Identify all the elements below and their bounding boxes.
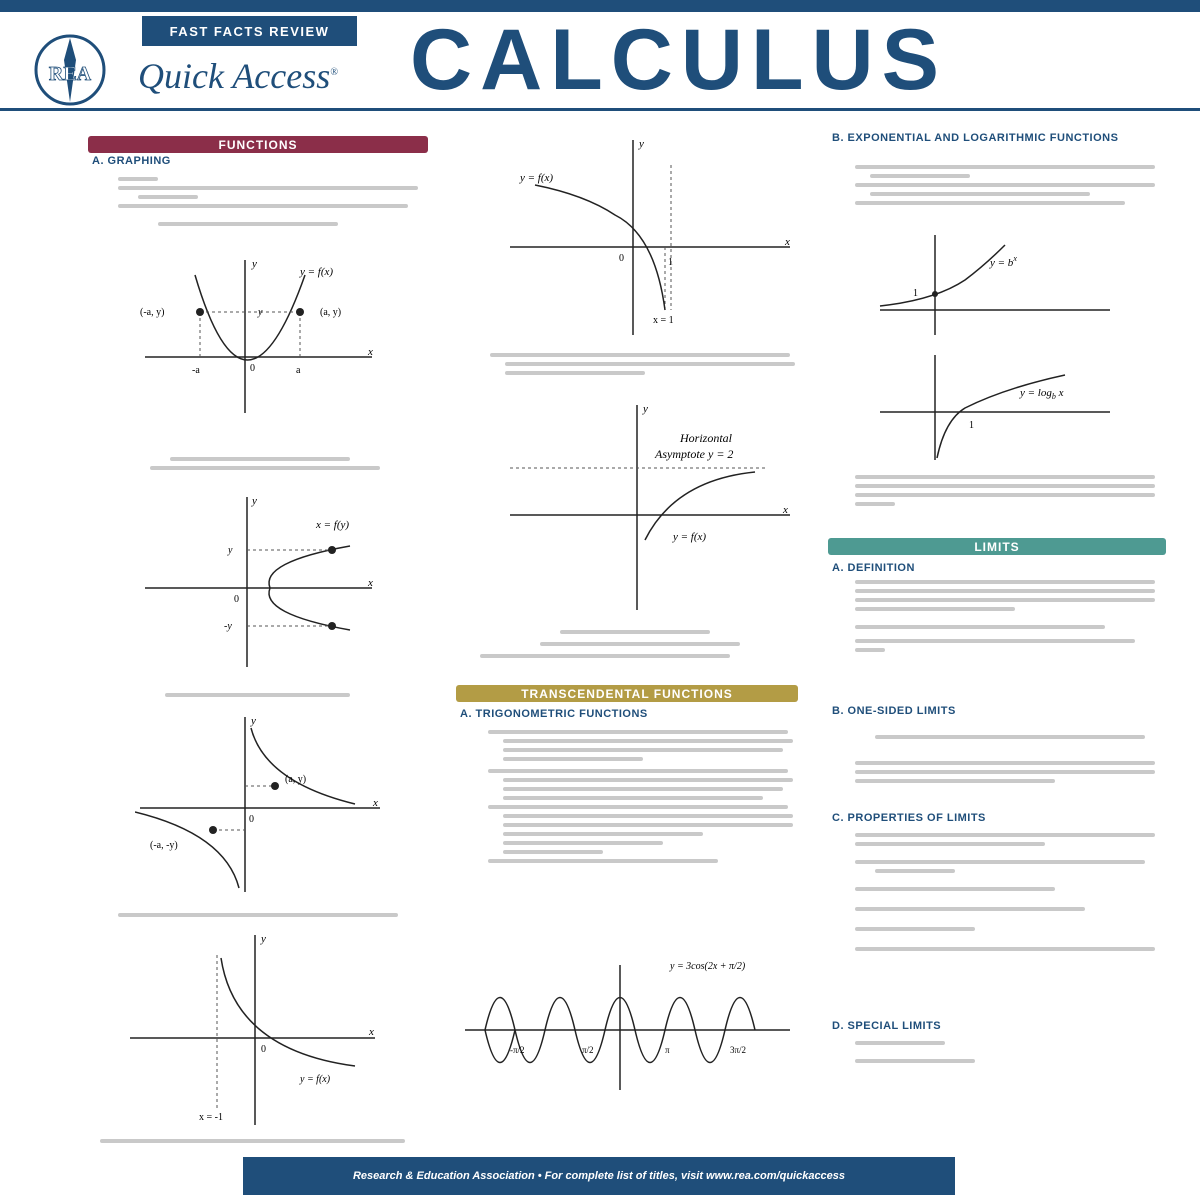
label-y3: y bbox=[251, 715, 256, 727]
graph-logarithm bbox=[875, 350, 1115, 465]
properties-text bbox=[855, 828, 1165, 956]
label-fx5: y = f(x) bbox=[520, 172, 554, 184]
subsection-definition: A. DEFINITION bbox=[832, 562, 915, 574]
label-origin: 0 bbox=[250, 363, 255, 374]
subsection-special: D. SPECIAL LIMITS bbox=[832, 1020, 942, 1032]
rea-logo-icon bbox=[30, 30, 110, 110]
label-fx6: y = f(x) bbox=[673, 531, 707, 543]
label-origin3: 0 bbox=[249, 814, 254, 825]
label-log-x: x bbox=[1055, 387, 1064, 399]
label-a: a bbox=[296, 365, 301, 376]
label-pi: π bbox=[665, 1045, 670, 1055]
label-x5: x bbox=[785, 236, 790, 248]
label-exp-sup: x bbox=[1013, 254, 1017, 263]
subsection-onesided: B. ONE-SIDED LIMITS bbox=[832, 705, 956, 717]
label-y2: y bbox=[252, 495, 257, 507]
label-one: 1 bbox=[668, 257, 673, 268]
graph-x-axis-symmetry bbox=[140, 492, 380, 672]
label-log-prefix: y = log bbox=[1020, 387, 1052, 399]
label-pi-half: π/2 bbox=[582, 1045, 594, 1055]
header-rule bbox=[0, 108, 1200, 111]
product-label: Quick Access bbox=[138, 56, 331, 96]
label-y5: y bbox=[639, 138, 644, 150]
label-point-neg-a: (-a, y) bbox=[140, 307, 165, 318]
label-x3: x bbox=[373, 797, 378, 809]
section-functions: FUNCTIONS bbox=[88, 136, 428, 153]
section-limits: LIMITS bbox=[828, 538, 1166, 555]
label-neg-a: -a bbox=[192, 365, 200, 376]
product-mark: ® bbox=[330, 67, 338, 78]
subsection-graphing: A. GRAPHING bbox=[92, 155, 171, 167]
label-x6: x bbox=[783, 504, 788, 516]
label-fx4: y = f(x) bbox=[300, 1074, 331, 1085]
subsection-properties: C. PROPERTIES OF LIMITS bbox=[832, 812, 986, 824]
label-point-a: (a, y) bbox=[320, 307, 342, 318]
label-log-one: 1 bbox=[969, 420, 974, 431]
label-exp-base: y = b bbox=[990, 257, 1014, 269]
label-x2: x bbox=[368, 577, 373, 589]
label-x4: x bbox=[369, 1026, 374, 1038]
graph-origin-symmetry bbox=[135, 712, 385, 897]
step-4-text bbox=[490, 348, 800, 380]
point-neg-a bbox=[196, 308, 204, 316]
label-y4: y bbox=[261, 933, 266, 945]
label-x: x bbox=[368, 346, 373, 358]
subsection-trig: A. TRIGONOMETRIC FUNCTIONS bbox=[460, 708, 648, 720]
asymptote-curve bbox=[221, 958, 355, 1066]
label-neg-xy: (-a, -y) bbox=[150, 840, 178, 851]
parametric-text bbox=[480, 625, 800, 663]
parabola-curve bbox=[195, 275, 305, 360]
trig-text bbox=[488, 725, 803, 868]
label-exp bbox=[989, 254, 1017, 269]
graph-vertical-asymptote-2 bbox=[505, 135, 795, 340]
asymptote-caption bbox=[100, 1134, 420, 1148]
label-exp-one: 1 bbox=[913, 288, 918, 299]
label-log bbox=[1019, 387, 1064, 401]
xaxis-symmetry-caption bbox=[150, 452, 390, 475]
special-text bbox=[855, 1036, 1165, 1068]
subsection-explog: B. EXPONENTIAL AND LOGARITHMIC FUNCTIONS bbox=[832, 132, 1119, 144]
label-y6: y bbox=[643, 403, 648, 415]
graph-cosine-wave bbox=[460, 955, 795, 1095]
label-neg-y: -y bbox=[224, 621, 232, 632]
label-yval: y bbox=[258, 307, 263, 318]
logo-text: REA bbox=[48, 63, 92, 85]
label-origin2: 0 bbox=[234, 594, 239, 605]
asymptote-step-text bbox=[118, 908, 418, 922]
approaching-curve bbox=[645, 472, 755, 540]
onesided-text bbox=[855, 730, 1165, 788]
label-asymptote: Asymptote y = 2 bbox=[655, 447, 734, 461]
label-neg-pi-half: -π/2 bbox=[510, 1045, 525, 1055]
top-rule bbox=[0, 0, 1200, 12]
exponential-curve bbox=[880, 245, 1005, 306]
explog-text bbox=[855, 160, 1165, 210]
graphing-text bbox=[118, 172, 428, 231]
label-sine: y = 3cos(2x + π/2) bbox=[670, 961, 746, 972]
label-three-pi-half: 3π/2 bbox=[730, 1045, 747, 1055]
label-point-a3: (a, y) bbox=[285, 774, 307, 785]
section-transcendental: TRANSCENDENTAL FUNCTIONS bbox=[456, 685, 798, 702]
product-name bbox=[138, 55, 338, 97]
graph-horizontal-asymptote bbox=[505, 400, 795, 615]
definition-text bbox=[855, 575, 1165, 657]
point-a bbox=[296, 308, 304, 316]
footer-band: Research & Education Association • For complete list of titles, visit www.rea.com/quickaccess bbox=[243, 1157, 955, 1195]
label-log-sub: b bbox=[1051, 392, 1056, 401]
graph-even-symmetry bbox=[140, 255, 380, 415]
label-xfy: x = f(y) bbox=[316, 519, 350, 531]
page-title: CALCULUS bbox=[410, 12, 947, 108]
label-y: y bbox=[252, 258, 257, 270]
series-band: FAST FACTS REVIEW bbox=[142, 16, 357, 46]
label-x-neg1: x = -1 bbox=[199, 1112, 223, 1123]
label-horizontal: Horizontal bbox=[680, 431, 733, 445]
label-origin4: 0 bbox=[261, 1044, 266, 1055]
explog-note bbox=[855, 470, 1165, 511]
label-origin5: 0 bbox=[619, 253, 624, 264]
label-fx: y = f(x) bbox=[300, 266, 334, 278]
hyperbola-right bbox=[251, 728, 355, 804]
label-x-eq-1: x = 1 bbox=[653, 315, 674, 326]
label-yval2: y bbox=[228, 545, 233, 556]
origin-symmetry-caption bbox=[165, 688, 365, 702]
graph-exponential bbox=[875, 230, 1115, 340]
graph-vertical-asymptote bbox=[125, 930, 380, 1130]
